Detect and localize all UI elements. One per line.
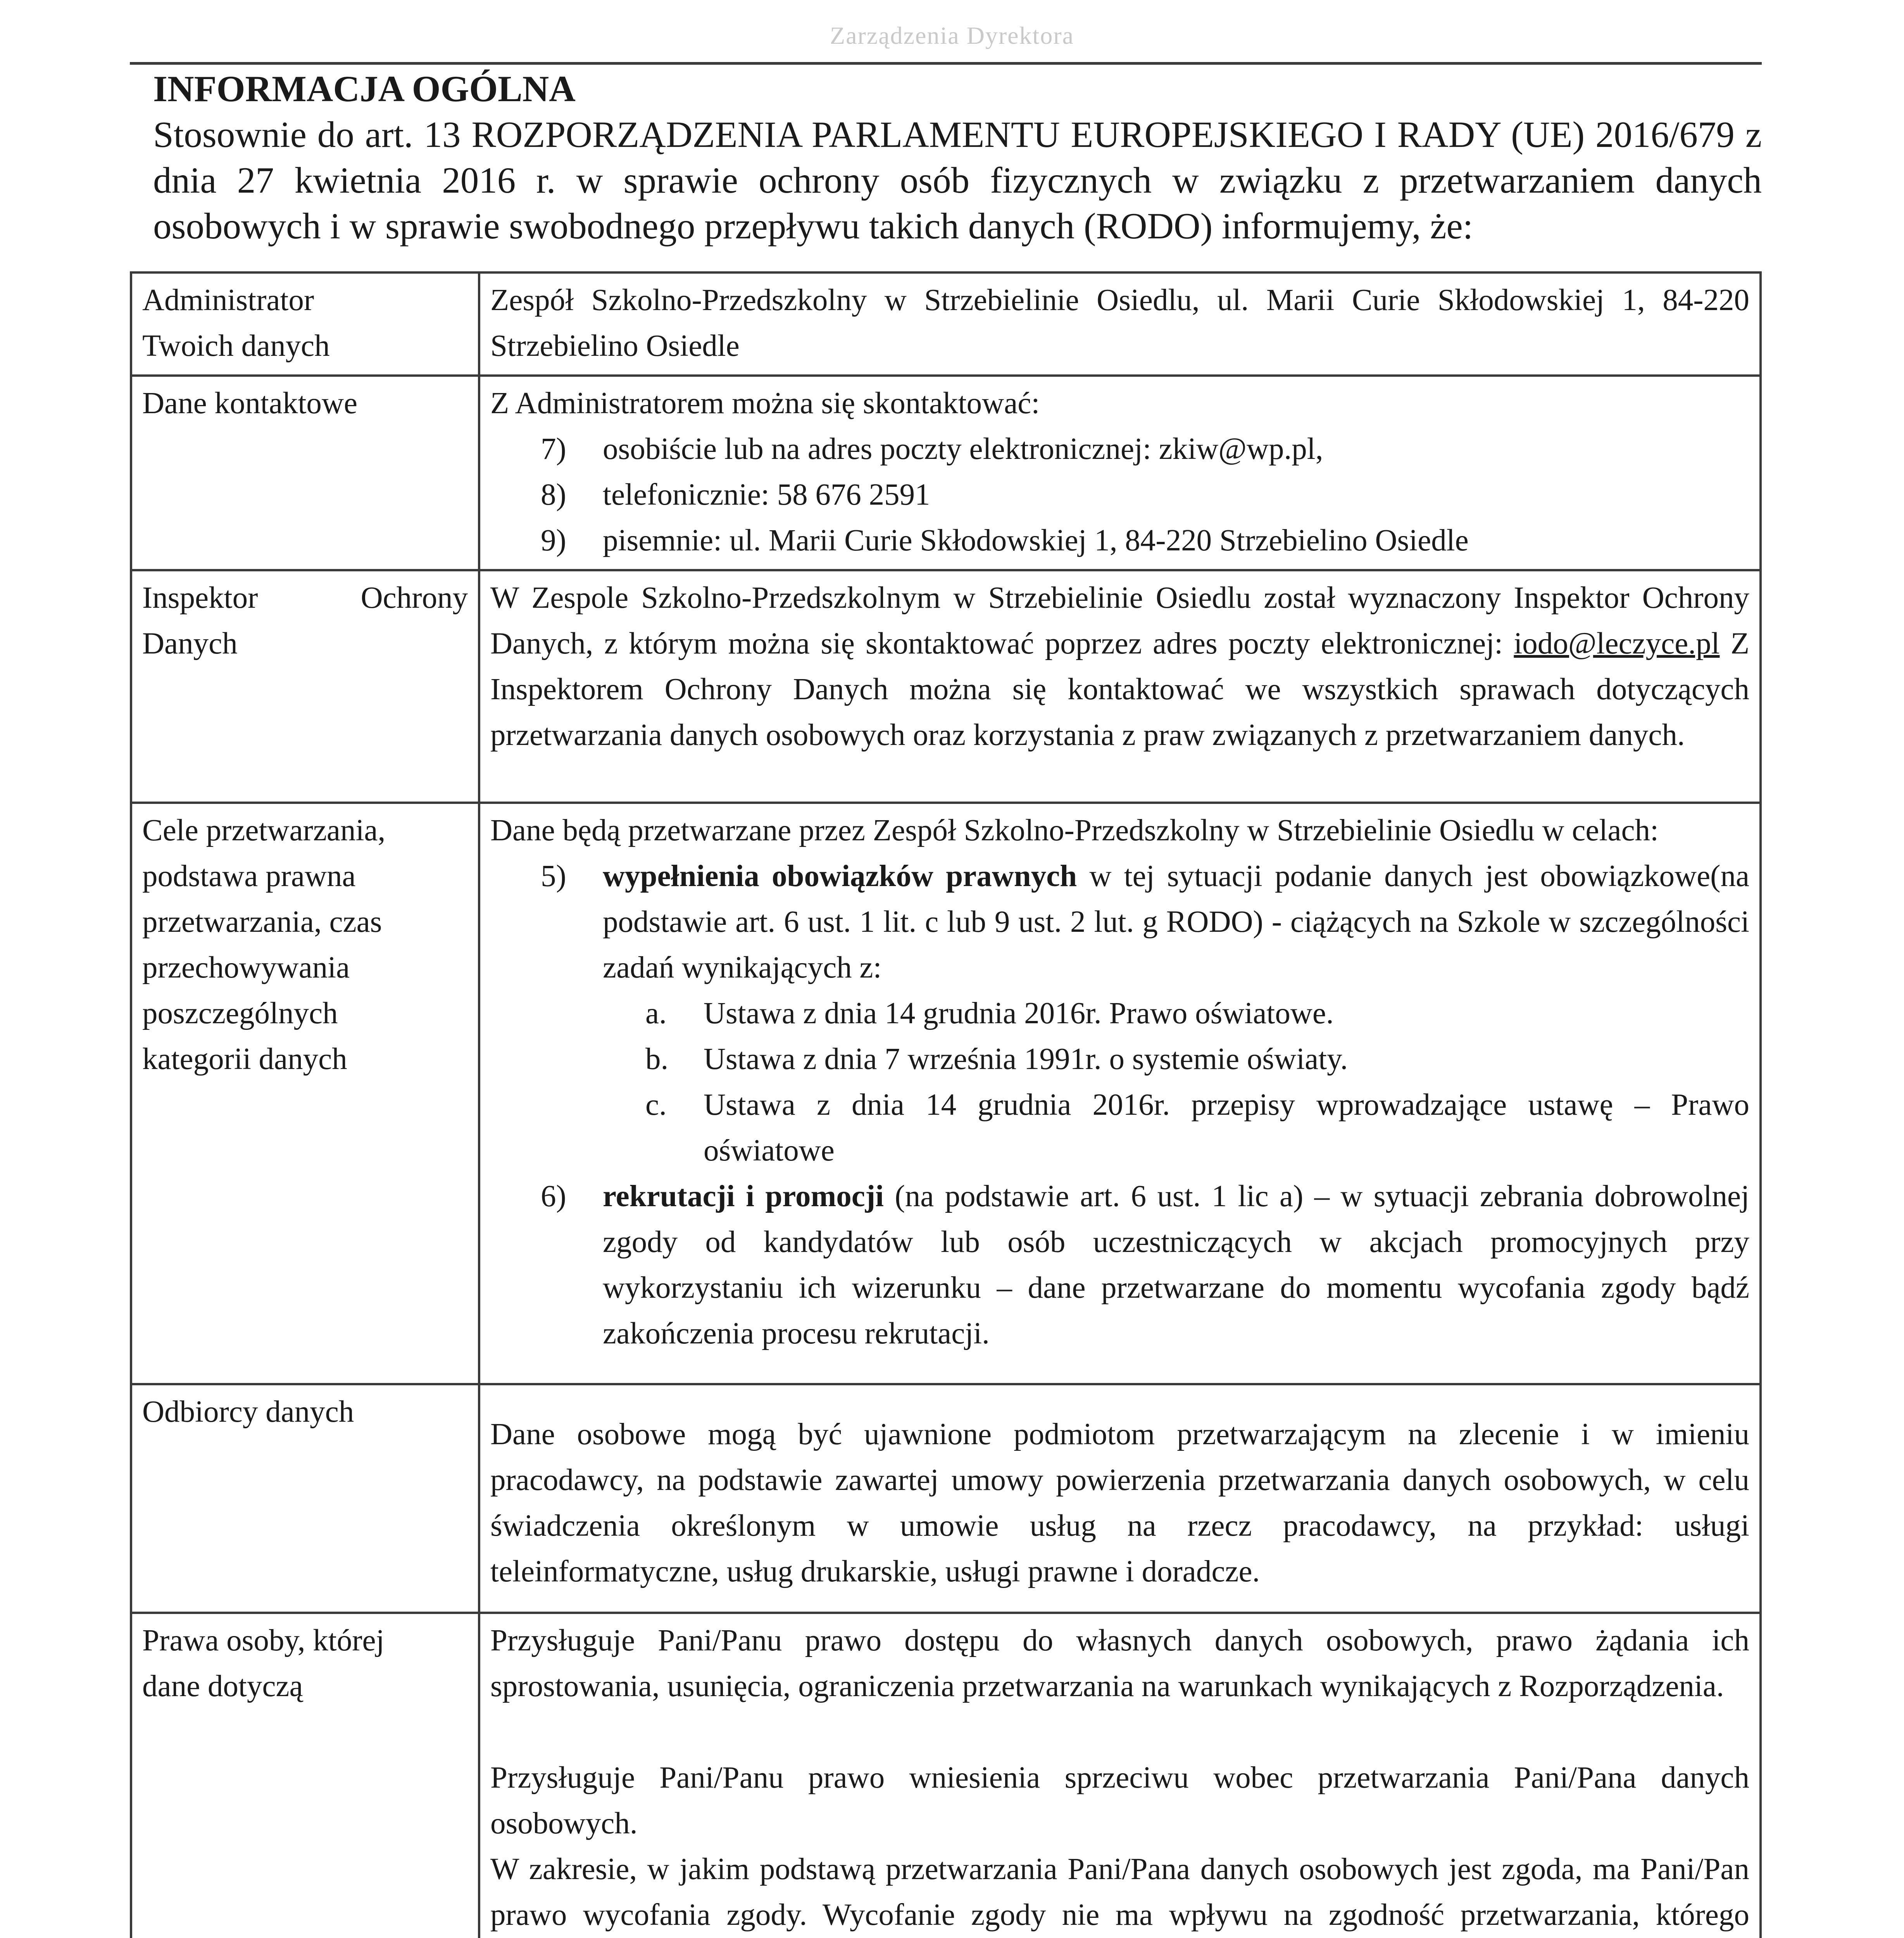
- item-text: [603, 853, 1749, 991]
- law-text: Ustawa z dnia 7 września 1991r. o systemie oświaty.: [704, 1042, 1348, 1076]
- law-letter: c.: [645, 1088, 667, 1122]
- item-number: 7): [541, 432, 566, 466]
- information-table: [130, 271, 1762, 1938]
- label-line: Cele przetwarzania,: [142, 814, 386, 847]
- row-purposes: [131, 803, 1761, 1384]
- intro-section: [153, 66, 1762, 249]
- label-administrator: [131, 272, 479, 376]
- law-text: Ustawa z dnia 14 grudnia 2016r. przepisy wprowadzające ustawę – Prawo oświatowe: [704, 1088, 1749, 1167]
- label-line: Prawa osoby, której: [142, 1624, 385, 1657]
- label-line: podstawa prawna: [142, 859, 356, 893]
- law-letter: a.: [645, 997, 667, 1030]
- item-number: 8): [541, 478, 566, 512]
- item-number: 9): [541, 524, 566, 557]
- item-text: telefonicznie: 58 676 2591: [603, 478, 930, 512]
- inspector-body: [479, 570, 1761, 803]
- row-rights: [131, 1613, 1761, 1938]
- row-inspector: [131, 570, 1761, 803]
- inspector-text: W Zespole Szkolno-Przedszkolnym w Strzebielinie Osiedlu został wyznaczony Inspektor Ochrony Danych, z którym można się skontaktować poprzez adres poczty elektronicznej:: [490, 581, 1749, 660]
- item-text: pisemnie: ul. Marii Curie Skłodowskiej 1, 84-220 Strzebielino Osiedle: [603, 524, 1469, 557]
- item-bold: wypełnienia obowiązków prawnych: [603, 859, 1077, 893]
- law-item: [645, 1082, 1749, 1174]
- label-recipients: Odbiorcy danych: [131, 1384, 479, 1613]
- item-text: osobiście lub na adres poczty elektronicznej: zkiw@wp.pl,: [603, 432, 1323, 466]
- recipients-text: Dane osobowe mogą być ujawnione podmiotom przetwarzającym na zlecenie i w imieniu pracodawcy, na podstawie zawartej umowy powierzenia przetwarzania danych osobowych, w celu świadczenia określonym w umowie usług na rzecz pracodawcy, na przykład: usługi teleinformatyczne, usług drukarskie, usługi prawne i doradcze.: [490, 1417, 1749, 1588]
- label-line: Danych: [142, 627, 238, 660]
- recipients-body: [479, 1384, 1761, 1613]
- document-title: INFORMACJA OGÓLNA: [153, 68, 576, 109]
- item-bold: rekrutacji i promocji: [603, 1179, 884, 1213]
- header-rule: [130, 62, 1762, 65]
- label-line: przetwarzania, czas: [142, 905, 382, 939]
- rights-paragraph: Przysługuje Pani/Panu prawo wniesienia sprzeciwu wobec przetwarzania Pani/Pana danych osobowych.: [490, 1761, 1749, 1840]
- spacer: [490, 1709, 1749, 1755]
- label-line: Inspektor Ochrony: [142, 581, 468, 615]
- label-inspector: [131, 570, 479, 803]
- row-contact: [131, 376, 1761, 570]
- label-line: poszczególnych: [142, 997, 338, 1030]
- item-number: 6): [541, 1179, 566, 1213]
- label-contact: Dane kontaktowe: [131, 376, 479, 570]
- rights-paragraph: Przysługuje Pani/Panu prawo dostępu do własnych danych osobowych, prawo żądania ich sprostowania, usunięcia, ograniczenia przetwarzania na warunkach wynikających z Rozporządzenia.: [490, 1624, 1749, 1703]
- rights-paragraph: W zakresie, w jakim podstawą przetwarzania Pani/Pana danych osobowych jest zgoda, ma Pani/Pan prawo wycofania zgody. Wycofanie zgody nie ma wpływu na zgodność przetwarzania, którego: [490, 1852, 1749, 1932]
- label-line: Twoich danych: [142, 329, 330, 363]
- contact-item: [541, 426, 1749, 472]
- label-purposes: [131, 803, 479, 1384]
- item-number: 5): [541, 859, 566, 893]
- intro-text: Stosownie do art. 13 ROZPORZĄDZENIA PARLAMENTU EUROPEJSKIEGO I RADY (UE) 2016/679 z dnia 27 kwietnia 2016 r. w sprawie ochrony osób fizycznych w związku z przetwarzaniem danych osobowych i w sprawie swobodnego przepływu takich danych (RODO) informujemy, że:: [153, 114, 1762, 247]
- administrator-text: Zespół Szkolno-Przedszkolny w Strzebielinie Osiedlu, ul. Marii Curie Skłodowskiej 1, 84-220 Strzebielino Osiedle: [479, 272, 1761, 376]
- label-line: Administrator: [142, 283, 314, 317]
- label-line: przechowywania: [142, 951, 350, 985]
- purpose-item-legal: [541, 853, 1749, 991]
- contact-item: [541, 472, 1749, 518]
- spacer: [490, 1389, 1749, 1412]
- item-text: [603, 1174, 1749, 1357]
- purposes-intro: Dane będą przetwarzane przez Zespół Szkolno-Przedszkolny w Strzebielinie Osiedlu w celach:: [490, 814, 1659, 847]
- contact-body: [479, 376, 1761, 570]
- purpose-item-recruitment: [541, 1174, 1749, 1357]
- page-header: Zarządzenia Dyrektora: [830, 22, 1074, 49]
- contact-item: [541, 518, 1749, 564]
- inspector-text-2: Z Inspektorem Ochrony Danych można się kontaktować we wszystkich sprawach dotyczących przetwarzania danych osobowych oraz korzystania z praw związanych z przetwarzaniem danych.: [490, 627, 1750, 752]
- purposes-body: [479, 803, 1761, 1384]
- item-rest: (na podstawie art. 6 ust. 1 lic a) – w sytuacji zebrania dobrowolnej zgody od kandydatów lub osób uczestniczących w akcjach promocyjnych przy wykorzystaniu ich wizerunku – dane przetwarzane do momentu wycofania zgody bądź zakończenia procesu rekrutacji.: [603, 1179, 1750, 1350]
- law-item: [645, 1036, 1749, 1082]
- law-item: [645, 991, 1749, 1036]
- row-recipients: [131, 1384, 1761, 1613]
- item-rest: w tej sytuacji podanie danych jest obowiązkowe(na podstawie art. 6 ust. 1 lit. c lub 9 ust. 2 lut. g RODO) - ciążących na Szkole w szczególności zadań wynikających z:: [603, 859, 1750, 985]
- law-letter: b.: [645, 1042, 669, 1076]
- label-line: dane dotyczą: [142, 1669, 303, 1703]
- law-text: Ustawa z dnia 14 grudnia 2016r. Prawo oświatowe.: [704, 997, 1334, 1030]
- inspector-email-link[interactable]: iodo@leczyce.pl: [1514, 627, 1720, 660]
- label-line: kategorii danych: [142, 1042, 347, 1076]
- rights-body: [479, 1613, 1761, 1938]
- label-rights: [131, 1613, 479, 1938]
- contact-intro: Z Administratorem można się skontaktować:: [490, 386, 1040, 420]
- row-administrator: [131, 272, 1761, 376]
